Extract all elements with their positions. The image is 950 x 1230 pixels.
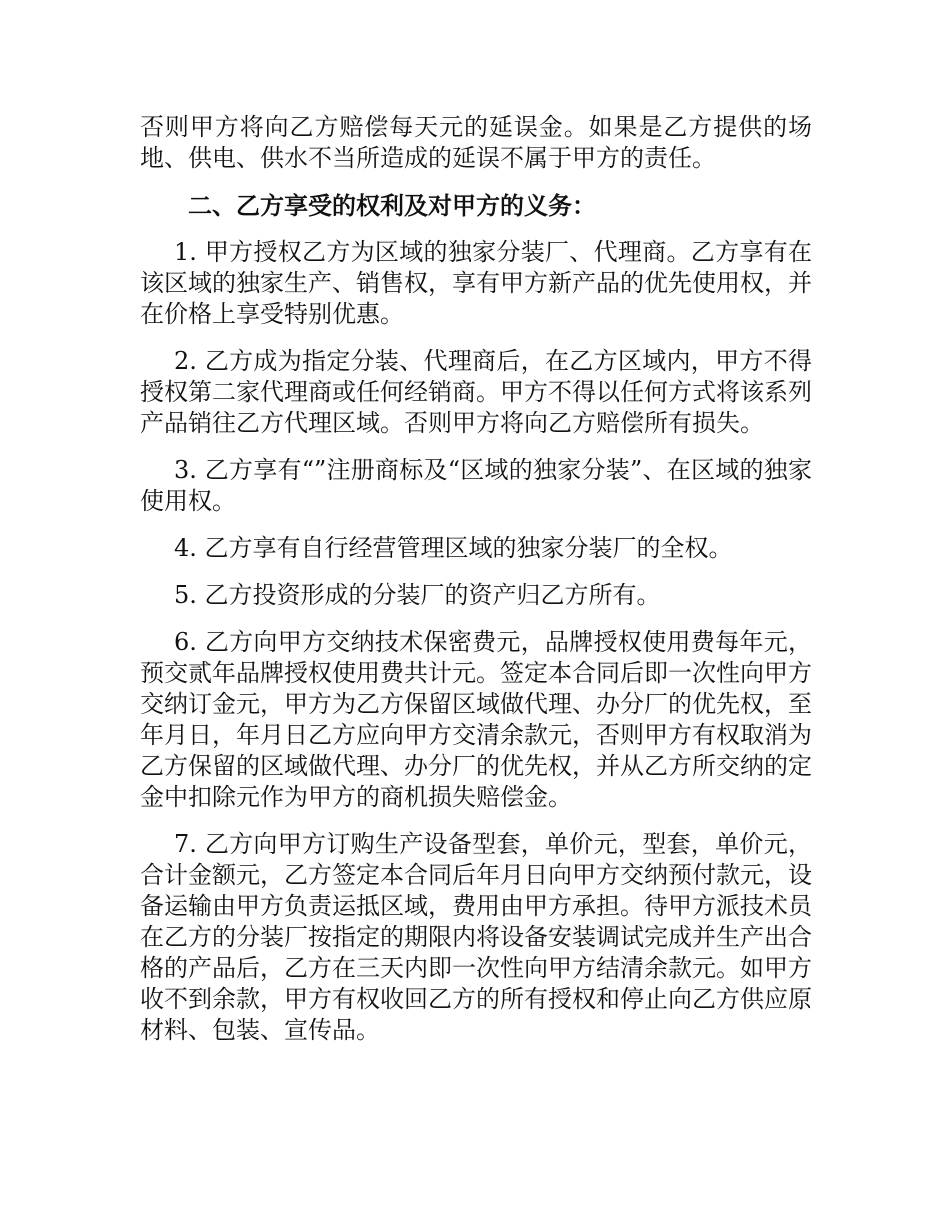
list-item-7: 7. 乙方向甲方订购生产设备型套，单价元，型套，单价元，合计金额元，乙方签定本合同后年月日向甲方交纳预付款元，设备运输由甲方负责运抵区域，费用由甲方承担。待甲方派技术员在乙方的分装厂按指定的期限内将设备安装调试完成并生产出合格的产品后，乙方在三天内即一次性向甲方结清余款元。如甲方收不到余款，甲方有权收回乙方的所有授权和停止向乙方供应原材料、包装、宣传品。 bbox=[140, 830, 812, 1044]
list-item-2: 2. 乙方成为指定分装、代理商后，在乙方区域内，甲方不得授权第二家代理商或任何经销商。甲方不得以任何方式将该系列产品销往乙方代理区域。否则甲方将向乙方赔偿所有损失。 bbox=[140, 347, 812, 437]
list-item-5: 5. 乙方投资形成的分装厂的资产归乙方所有。 bbox=[174, 581, 661, 609]
list-item-4: 4. 乙方享有自行经营管理区域的独家分装厂的全权。 bbox=[174, 534, 733, 562]
list-item-6: 6. 乙方向甲方交纳技术保密费元，品牌授权使用费每年元，预交贰年品牌授权使用费共计元。签定本合同后即一次性向甲方交纳订金元，甲方为乙方保留区域做代理、办分厂的优先权，至年月日，年月日乙方应向甲方交清余款元，否则甲方有权取消为乙方保留的区域做代理、办分厂的优先权，并从乙方所交纳的定金中扣除元作为甲方的商机损失赔偿金。 bbox=[140, 628, 812, 811]
list-item-1: 1. 甲方授权乙方为区域的独家分装厂、代理商。乙方享有在该区域的独家生产、销售权，享有甲方新产品的优先使用权，并在价格上享受特别优惠。 bbox=[140, 238, 812, 328]
list-item-3: 3. 乙方享有“”注册商标及“区域的独家分装”、在区域的独家使用权。 bbox=[140, 456, 812, 515]
document-page bbox=[140, 112, 812, 1062]
section-heading: 二、乙方享受的权利及对甲方的义务： bbox=[188, 191, 596, 220]
intro-paragraph: 否则甲方将向乙方赔偿每天元的延误金。如果是乙方提供的场地、供电、供水不当所造成的延误不属于甲方的责任。 bbox=[140, 113, 812, 172]
